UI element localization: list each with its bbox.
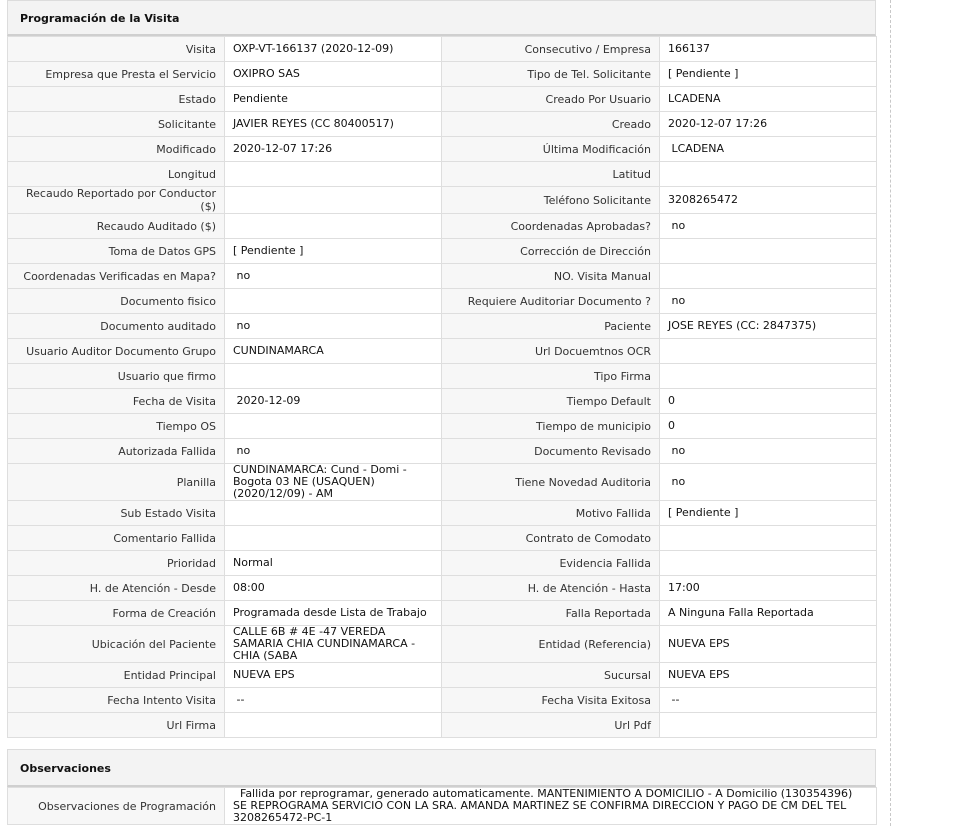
field-label-text: Toma de Datos GPS: [108, 244, 216, 258]
field-value: [660, 137, 877, 162]
field-label-text: Requiere Auditoriar Documento ?: [467, 294, 651, 308]
field-label-text: Solicitante: [157, 117, 216, 131]
field-label-text: Documento auditado: [100, 319, 216, 333]
field-label-text: Recaudo Reportado por Conductor ($): [26, 187, 220, 213]
field-value: [660, 501, 877, 526]
field-label: [442, 289, 660, 314]
field-value-text: no: [233, 269, 251, 282]
table-row: [8, 788, 877, 825]
field-label-text: Creado: [611, 117, 651, 131]
panel-title: Observaciones: [20, 762, 111, 775]
field-value-text: NUEVA EPS: [668, 637, 730, 650]
table-row: [8, 112, 877, 137]
observaciones-panel: [7, 749, 876, 825]
field-value-text: no: [233, 319, 251, 332]
field-label: [442, 663, 660, 688]
field-label: [8, 364, 225, 389]
field-label: [8, 162, 225, 187]
field-value: [660, 214, 877, 239]
field-label: [8, 339, 225, 364]
field-value-text: 08:00: [233, 581, 265, 594]
field-label-text: Paciente: [604, 319, 651, 333]
field-label: [8, 414, 225, 439]
field-label: [442, 187, 660, 214]
field-value-text: 166137: [668, 42, 710, 55]
field-value: [660, 364, 877, 389]
field-value-text: Programada desde Lista de Trabajo: [233, 606, 427, 619]
field-value: [660, 414, 877, 439]
observaciones-table: [7, 787, 877, 825]
field-value: [660, 62, 877, 87]
field-value: [225, 137, 442, 162]
table-row: [8, 187, 877, 214]
field-value-text: --: [668, 693, 680, 706]
field-label: [8, 601, 225, 626]
field-value: [225, 788, 877, 825]
table-row: [8, 688, 877, 713]
table-row: [8, 551, 877, 576]
table-row: [8, 87, 877, 112]
field-value-text: 17:00: [668, 581, 700, 594]
field-value: [225, 501, 442, 526]
field-label-text: Entidad Principal: [123, 668, 216, 682]
field-label: [442, 626, 660, 663]
field-value: [225, 601, 442, 626]
field-label-text: Visita: [185, 42, 216, 56]
field-label-text: Tipo de Tel. Solicitante: [527, 67, 651, 81]
programacion-panel: [7, 0, 876, 738]
field-label: [8, 187, 225, 214]
field-value-text: [ Pendiente ]: [668, 506, 739, 519]
field-label-text: Longitud: [168, 167, 216, 181]
field-label: [442, 62, 660, 87]
field-label-text: Teléfono Solicitante: [543, 193, 651, 207]
field-value: [660, 239, 877, 264]
field-label: [442, 87, 660, 112]
field-value-text: JOSE REYES (CC: 2847375): [668, 319, 817, 332]
field-value: [660, 551, 877, 576]
field-label-text: Contrato de Comodato: [525, 531, 651, 545]
field-label: [442, 414, 660, 439]
field-label: [8, 551, 225, 576]
field-value: [660, 162, 877, 187]
field-value: [660, 464, 877, 501]
field-value: [225, 314, 442, 339]
field-label: [442, 314, 660, 339]
field-label-text: Entidad (Referencia): [538, 637, 651, 651]
field-label: [8, 526, 225, 551]
field-label-text: Consecutivo / Empresa: [524, 42, 651, 56]
field-label: [442, 713, 660, 738]
field-label: [442, 264, 660, 289]
table-row: [8, 414, 877, 439]
field-label-text: Fecha Intento Visita: [107, 693, 216, 707]
field-label: [442, 526, 660, 551]
field-value-text: no: [233, 444, 251, 457]
field-value: [225, 339, 442, 364]
field-label-text: Empresa que Presta el Servicio: [45, 67, 216, 81]
table-row: [8, 626, 877, 663]
table-row: [8, 214, 877, 239]
table-row: [8, 264, 877, 289]
field-label-text: Modificado: [156, 142, 216, 156]
field-label: [442, 214, 660, 239]
field-value: [225, 289, 442, 314]
field-label: [8, 439, 225, 464]
table-row: [8, 364, 877, 389]
field-label: [442, 389, 660, 414]
field-label-text: Coordenadas Verificadas en Mapa?: [23, 269, 216, 283]
field-label-text: Sucursal: [603, 668, 651, 682]
table-row: [8, 576, 877, 601]
field-label: [8, 239, 225, 264]
field-value: [225, 87, 442, 112]
field-label: [442, 339, 660, 364]
field-label: [8, 87, 225, 112]
field-value: [660, 314, 877, 339]
field-label-text: Prioridad: [166, 556, 216, 570]
field-label: [442, 501, 660, 526]
field-value: [225, 439, 442, 464]
field-label: [8, 37, 225, 62]
field-value-text: 0: [668, 394, 675, 407]
field-label: [442, 239, 660, 264]
field-value-text: no: [668, 294, 686, 307]
table-row: [8, 389, 877, 414]
field-value: [225, 414, 442, 439]
field-value: [225, 551, 442, 576]
field-value: [225, 112, 442, 137]
field-label: [442, 688, 660, 713]
field-value: [660, 663, 877, 688]
field-label: [8, 713, 225, 738]
field-value-text: 2020-12-07 17:26: [668, 117, 768, 130]
field-label-text: Motivo Fallida: [575, 506, 651, 520]
field-label-text: Ubicación del Paciente: [91, 637, 216, 651]
field-label-text: Documento Revisado: [534, 444, 651, 458]
field-label-text: Estado: [178, 92, 216, 106]
field-value-text: JAVIER REYES (CC 80400517): [233, 117, 394, 130]
field-label: [8, 576, 225, 601]
table-row: [8, 663, 877, 688]
field-value: [225, 364, 442, 389]
field-label-text: NO. Visita Manual: [553, 269, 651, 283]
field-value: [225, 713, 442, 738]
field-label: [442, 137, 660, 162]
field-value: [225, 688, 442, 713]
field-value: [660, 339, 877, 364]
table-row: [8, 601, 877, 626]
field-value-text: CUNDINAMARCA: Cund - Domi - Bogota 03 NE (USAQUEN) (2020/12/09) - AM: [233, 463, 411, 500]
field-label: [8, 137, 225, 162]
field-value-text: CALLE 6B # 4E -47 VEREDA SAMARIA CHIA CUNDINAMARCA - CHIA (SABA: [233, 625, 419, 662]
table-row: [8, 239, 877, 264]
table-row: [8, 314, 877, 339]
table-row: [8, 289, 877, 314]
field-label: [442, 439, 660, 464]
field-label: [8, 264, 225, 289]
field-label-text: Comentario Fallida: [113, 531, 216, 545]
table-row: [8, 526, 877, 551]
field-value: [225, 37, 442, 62]
field-label-text: Coordenadas Aprobadas?: [510, 219, 651, 233]
table-row: [8, 713, 877, 738]
field-label: [8, 626, 225, 663]
field-label: [8, 389, 225, 414]
field-value: [660, 264, 877, 289]
field-value: [660, 688, 877, 713]
field-label: [8, 112, 225, 137]
field-value-text: 2020-12-09: [233, 394, 301, 407]
detail-table: [7, 36, 877, 738]
field-label-text: H. de Atención - Hasta: [527, 581, 651, 595]
field-label-text: Url Pdf: [614, 718, 651, 732]
table-row: [8, 162, 877, 187]
field-value: [660, 526, 877, 551]
field-value-text: A Ninguna Falla Reportada: [668, 606, 814, 619]
field-label-text: Evidencia Fallida: [559, 556, 651, 570]
field-value-text: 2020-12-07 17:26: [233, 142, 333, 155]
field-label-text: Latitud: [612, 167, 651, 181]
field-value-text: --: [233, 693, 245, 706]
page-divider: [890, 0, 891, 826]
field-value-text: 3208265472: [668, 193, 738, 206]
field-label-text: Documento fisico: [120, 294, 216, 308]
field-value: [660, 576, 877, 601]
table-row: [8, 464, 877, 501]
field-label-text: Planilla: [176, 475, 216, 489]
field-label-text: Tipo Firma: [593, 369, 651, 383]
field-value: [225, 626, 442, 663]
field-label-text: Tiempo Default: [566, 394, 651, 408]
field-label: [442, 364, 660, 389]
field-value-text: no: [668, 444, 686, 457]
table-row: [8, 137, 877, 162]
field-label-text: Url Firma: [166, 718, 216, 732]
field-value: [225, 464, 442, 501]
field-label-text: Forma de Creación: [112, 606, 216, 620]
field-value-text: Pendiente: [233, 92, 288, 105]
panel-header: [7, 749, 876, 787]
field-value-text: OXIPRO SAS: [233, 67, 300, 80]
field-label: [8, 501, 225, 526]
table-row: [8, 501, 877, 526]
field-label: [8, 289, 225, 314]
field-label-text: Sub Estado Visita: [120, 506, 216, 520]
field-value-text: LCADENA: [668, 142, 725, 155]
field-label: [442, 551, 660, 576]
field-value-text: 0: [668, 419, 675, 432]
panel-header: [7, 0, 876, 36]
panel-title: Programación de la Visita: [20, 12, 180, 25]
field-value-text: Normal: [233, 556, 273, 569]
field-value: [225, 526, 442, 551]
field-value-text: no: [668, 475, 686, 488]
field-label: [8, 464, 225, 501]
field-value: [660, 439, 877, 464]
field-label-text: Fecha Visita Exitosa: [541, 693, 651, 707]
field-label-text: H. de Atención - Desde: [89, 581, 216, 595]
field-label-text: Tiene Novedad Auditoria: [515, 475, 651, 489]
field-label-text: Usuario Auditor Documento Grupo: [26, 344, 216, 358]
field-value: [225, 162, 442, 187]
field-label: [442, 37, 660, 62]
field-value: [660, 187, 877, 214]
field-value: [660, 626, 877, 663]
field-label: [8, 214, 225, 239]
field-label-text: Última Modificación: [542, 142, 651, 156]
field-value: [225, 62, 442, 87]
field-value: [660, 289, 877, 314]
field-value-text: NUEVA EPS: [233, 668, 295, 681]
table-row: [8, 37, 877, 62]
field-label-text: Recaudo Auditado ($): [96, 219, 216, 233]
field-value: [225, 663, 442, 688]
field-value-text: OXP-VT-166137 (2020-12-09): [233, 42, 394, 55]
field-label: [442, 112, 660, 137]
field-value: [225, 214, 442, 239]
field-value-text: no: [668, 219, 686, 232]
field-label: [8, 663, 225, 688]
field-label: [442, 464, 660, 501]
field-label: [8, 62, 225, 87]
table-row: [8, 439, 877, 464]
field-value: [660, 37, 877, 62]
field-label-text: Corrección de Dirección: [520, 244, 651, 258]
field-label-text: Tiempo de municipio: [536, 419, 651, 433]
field-value: [660, 713, 877, 738]
field-value: [660, 112, 877, 137]
field-label-text: Falla Reportada: [565, 606, 651, 620]
field-label-text: Tiempo OS: [156, 419, 216, 433]
field-value: [660, 389, 877, 414]
field-label: [8, 688, 225, 713]
field-value-text: [ Pendiente ]: [668, 67, 739, 80]
field-label-text: Usuario que firmo: [117, 369, 216, 383]
observaciones-text: Fallida por reprogramar, generado automaticamente. MANTENIMIENTO A DOMICILIO - A Domicilio (130354396) SE REPROGRAMA SERVICIO CON LA SRA. AMANDA MARTINEZ SE CONFIRMA DIRECCION Y PAGO DE CM DEL TEL 3208265472-PC-1: [233, 787, 856, 824]
field-label-text: Autorizada Fallida: [118, 444, 216, 458]
field-label: [442, 576, 660, 601]
field-value: [660, 87, 877, 112]
field-label-text: Fecha de Visita: [132, 394, 216, 408]
field-value-text: NUEVA EPS: [668, 668, 730, 681]
field-value: [660, 601, 877, 626]
table-row: [8, 339, 877, 364]
field-value: [225, 239, 442, 264]
field-label-text: Creado Por Usuario: [545, 92, 651, 106]
field-value: [225, 576, 442, 601]
field-label: [442, 162, 660, 187]
field-value-text: CUNDINAMARCA: [233, 344, 324, 357]
field-label: [8, 314, 225, 339]
field-value: [225, 389, 442, 414]
table-row: [8, 62, 877, 87]
field-label: [442, 601, 660, 626]
field-label: Observaciones de Programación: [8, 788, 225, 825]
field-value-text: LCADENA: [668, 92, 721, 105]
field-value: [225, 264, 442, 289]
field-label-text: Url Docuemtnos OCR: [534, 344, 651, 358]
field-value-text: [ Pendiente ]: [233, 244, 304, 257]
field-value: [225, 187, 442, 214]
